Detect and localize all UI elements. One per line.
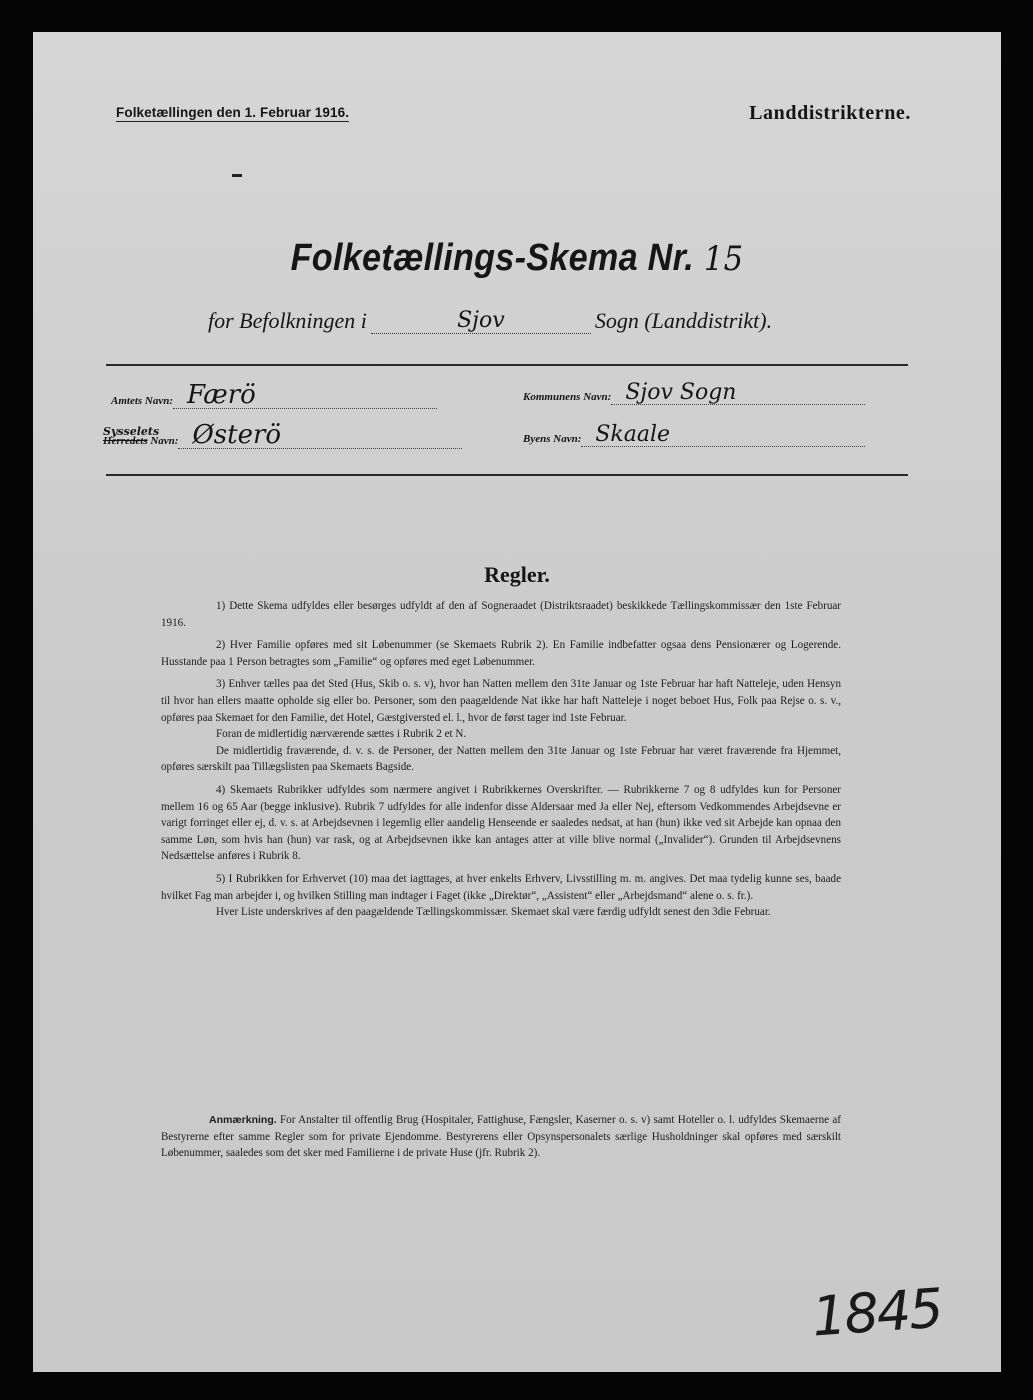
kommune-value: Sjov Sogn <box>611 382 865 405</box>
rule-2: 2) Hver Familie opføres med sit Løbenummer (se Skemaets Rubrik 2). En Familie indbefatter ogsaa dens Pensionærer og Logerende. Husstande paa 1 Person betragtes som „Familie“ og opføres med eget Løbenummer. <box>161 639 841 668</box>
rule-5-signature: Hver Liste underskrives af den paagældende Tællingskommissær. Skemaet skal være færdig udfyldt senest den 3die Februar. <box>216 906 771 919</box>
census-form-sheet <box>33 32 1001 1372</box>
form-number: 15 <box>703 239 744 279</box>
herred-field <box>103 422 462 449</box>
subtitle-prefix: for Befolkningen i <box>208 308 367 333</box>
amt-value: Færö <box>173 382 437 409</box>
form-title-text: Folketællings-Skema Nr. <box>290 237 695 279</box>
kommune-field <box>523 382 865 405</box>
remark-block <box>161 1112 841 1162</box>
divider-bottom <box>106 474 908 476</box>
rule-1: 1) Dette Skema udfyldes eller besørges udfyldt af den af Sogneraadet (Distriktsraadet) beskikkede Tællingskommissær den 1ste Februar 1916. <box>161 600 841 629</box>
census-date-header: Folketællingen den 1. Februar 1916. <box>116 105 350 120</box>
herred-label-handwritten: Sysselets <box>103 425 160 438</box>
subtitle-suffix: Sogn (Landdistrikt). <box>594 308 773 333</box>
by-field <box>523 424 865 447</box>
amt-field <box>111 382 437 409</box>
herred-label-struck: Herredets <box>103 435 148 447</box>
rule-3: 3) Enhver tælles paa det Sted (Hus, Skib o. s. v), hvor han Natten mellem den 31te Januar og 1ste Februar har haft Natteleje, uden Hensyn til hvor han ellers maatte opholde sig eller bo. Personer, som den paagældende Nat ikke har haft Natteleje i noget beboet Hus, Folk paa Rejse o. s. v., opføres paa Skemaet for den Familie, det Hotel, Gæstgiversted el. l., hvor de først tager ind 1ste Februar. <box>161 678 841 724</box>
remark-text: For Anstalter til offentlig Brug (Hospitaler, Fattighuse, Fængsler, Kaserner o. s. v) samt Hoteller o. l. udfyldes Skemaerne af Bestyrerne efter samme Regler som for private Ejendomme. Bestyrerens eller Opsynspersonalets særlige Husholdninger skal opføres med særskilt Løbenummer, saaledes som det sker med Familierne i de private Huse (jfr. Rubrik 2). <box>161 1114 841 1160</box>
rule-3-temporary-absent: De midlertidig fraværende, d. v. s. de Personer, der Natten mellem den 31te Januar og 1ste Februar har været fraværende fra Hjemmet, opføres særskilt paa Tillægslisten paa Skemaets Bagside. <box>161 744 841 774</box>
rules-body <box>161 598 841 927</box>
rules-title: Regler. <box>484 562 550 587</box>
rule-5: 5) I Rubrikken for Erhvervet (10) maa det iagttages, at hver enkelts Erhverv, Livsstilling m. m. angives. Det maa tydelig kunne ses, baade hvilket Fag man arbejder i, og hvilken Stilling man indtager i Faget (ikke „Direktør“, „Assistent“ eller „Arbejdsmand“ alene o. s. fr.). <box>161 872 841 902</box>
herred-label-suffix: Navn: <box>150 435 179 447</box>
parish-name-field: Sjov <box>371 309 591 334</box>
divider-top <box>106 364 908 366</box>
form-title <box>81 237 952 280</box>
by-value: Skaale <box>581 424 865 447</box>
population-subtitle <box>208 308 772 334</box>
by-label: Byens Navn: <box>523 433 582 445</box>
remark-label: Anmærkning. <box>209 1114 277 1126</box>
herred-value: Østerö <box>178 422 462 449</box>
amt-label: Amtets Navn: <box>111 395 174 407</box>
pencil-page-number: 1845 <box>809 1276 944 1349</box>
herred-label <box>103 425 179 449</box>
district-type-header: Landdistrikterne. <box>749 102 911 124</box>
rule-4: 4) Skemaets Rubrikker udfyldes som nærmere angivet i Rubrikkernes Overskrifter. — Rubrikkerne 7 og 8 udfyldes kun for Personer mellem 16 og 65 Aar (begge inklusive). Rubrik 7 udfyldes for alle indenfor disse Aldersaar med Ja eller Nej, eftersom Vedkommendes Arbejdsevne er varigt forringet eller ej, d. v. s. at Arbejdsevnen i legemlig eller aandelig Henseende er saaledes nedsat, at han (hun) ikke ved sit Arbejde kan opnaa den samme Løn, som hvis han (hun) var rask, og at Arbejdsevnen ikke kan antages atter at ville blive normal („Invalider“). Grunden til Arbejdsevnens Nedsættelse anføres i Rubrik 8. <box>161 783 841 863</box>
kommune-label: Kommunens Navn: <box>523 391 612 403</box>
rule-3-temporary-present: Foran de midlertidig nærværende sættes i Rubrik 2 et N. <box>216 728 467 741</box>
dash-mark <box>232 174 242 177</box>
